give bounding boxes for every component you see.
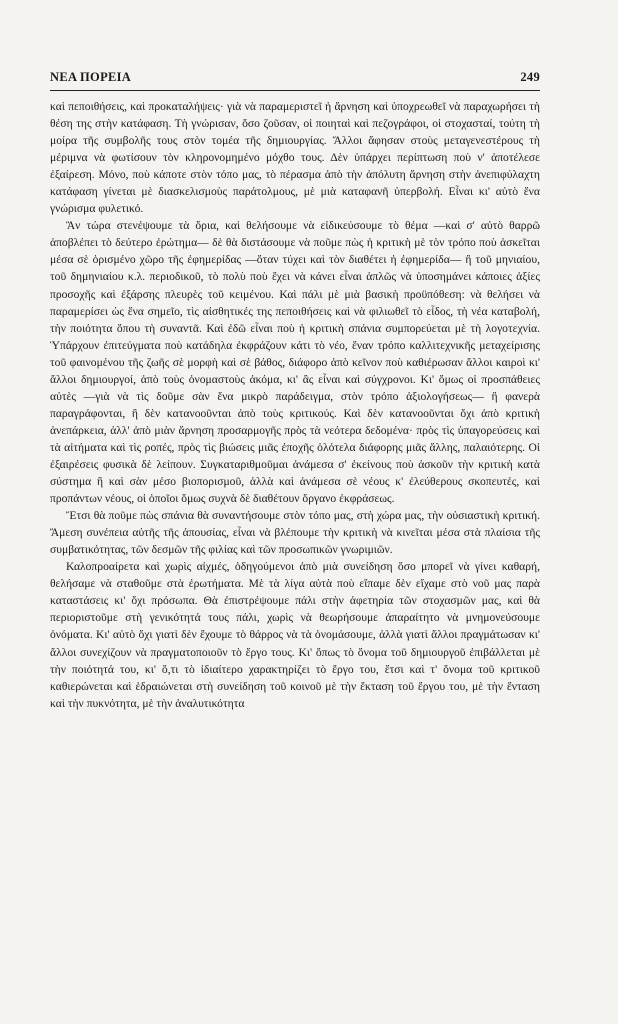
page-number: 249	[520, 70, 540, 84]
paragraph-3: Ἔτσι θὰ ποῦμε πὼς σπάνια θὰ συναντήσουμε στὸν τόπο μας, στὴ χώρα μας, τὴν οὐσιαστικὴ κριτική. Ἄμεση συνέπεια αὐτῆς τῆς ἀπουσίας, εἶναι νὰ βλέπουμε τὴν κριτικὴ νὰ κινεῖται μέσα στὰ πλαίσια τῆς συμβατικότητας, τῶν δεσμῶν τῆς φιλίας καὶ τῶν προσωπικῶν γνωριμιῶν.	[50, 509, 540, 557]
journal-title: ΝΕΑ ΠΟΡΕΙΑ	[50, 70, 132, 84]
article-body	[50, 98, 540, 712]
paragraph-4: Καλοπροαίρετα καὶ χωρὶς αἰχμές, ὁδηγούμενοι ἀπὸ μιὰ συνείδηση ὅσο μπορεῖ νὰ γίνει καθαρή, θελήσαμε νὰ σταθοῦμε στὰ ἐρωτήματα. Μὲ τὰ λίγα αὐτὰ ποὺ εἴπαμε δὲν εἴχαμε στὸ νοῦ μας παρὰ καταστάσεις κι' ὄχι πρόσωπα. Θὰ ἐπιστρέψουμε πάλι στὴν ἀφετηρία τῶν στοχασμῶν μας, καὶ θὰ περιοριστοῦμε στὴ γενικότητά τους πάλι, χωρὶς νὰ θεωρήσουμε ἀπαραίτητο νὰ μνημονεύσουμε ὀνόματα. Κι' αὐτὸ ὄχι γιατὶ δὲν ἔχουμε τὸ θάρρος νὰ τὰ ὀνομάσουμε, ἀλλὰ γιατὶ ἄλλοι πραγμάτωσαν κι' ἄλλοι συνεχίζουν νὰ πραγματοποιοῦν τὸ ἔργο τους. Κι' ὅπως τὸ ὄνομα τοῦ δημιουργοῦ ἐπιβάλλεται μὲ τὴν ποιότητά του, κι' ὅ,τι τὸ ἰδιαίτερο χαρακτηρίζει τὸ ἔργο του, ἔτσι καὶ τ' ὄνομα τοῦ κριτικοῦ καθιερώνεται καὶ ἑδραιώνεται στὴ συνείδηση τοῦ κοινοῦ μὲ τὴν ἔκταση τοῦ ἔργου του, μὲ τὴν ἔνταση καὶ τὴν πυκνότητα, μὲ τὴν ἀναλυτικότητα	[50, 560, 540, 710]
paragraph-2: Ἂν τώρα στενέψουμε τὰ ὅρια, καὶ θελήσουμε νὰ εἰδικεύσουμε τὸ θέμα —καὶ σ' αὐτὸ θαρρῶ ἀποβλέπει τὸ δεύτερο ἐρώτημα— δὲ θὰ διστάσουμε νὰ ποῦμε πὼς ἡ κριτικὴ μὲ τὸν τρόπο ποὺ ἀσκεῖται μέσα σὲ ὁρισμένο χῶρο τῆς ἐφημερίδας —ὅταν τύχει καὶ τὸν διαθέτει ἡ ἐφημερίδα— ἢ τοῦ μηνιαίου, τοῦ δημηνιαίου κ.λ. περιοδικοῦ, τὸ πολὺ ποὺ ἔχει νὰ κάνει εἶναι ἁπλῶς νὰ ὑποσημάνει κάποιες ἀξίες προσοχῆς καὶ ἐξάρσης πλευρὲς τοῦ κειμένου. Καὶ πάλι μὲ μιὰ βασικὴ προϋπόθεση: νὰ θελήσει νὰ παραμερίσει ὡς ἕνα σημεῖο, τὶς αἰσθητικές της πεποιθήσεις καὶ νὰ φιλιωθεῖ τὸ εἶδος, τὴ νέα καταβολή, τὴν ποιότητα ὅπου τὴ συναντᾶ. Καὶ ἐδῶ εἶναι ποὺ ἡ κριτικὴ σπάνια συμπορεύεται μὲ τὴ λογοτεχνία. Ὑπάρχουν ἐπιτεύγματα ποὺ κατάδηλα ἐκφράζουν κάτι τὸ νέο, ἕναν τρόπο καλλιτεχνικῆς μεταχείρισης τοῦ φαινομένου τῆς ζωῆς σὲ μορφὴ καὶ σὲ βάθος, διάφορο ἀπὸ κεῖνον ποὺ καθιέρωσαν ἄλλοι καιροὶ κι' ἄλλοι δημιουργοί, ἀπὸ τοὺς ὀνομαστοὺς ἀκόμα, κι' ἂς εἶναι καὶ σύγχρονοι. Κι' ὅμως οἱ προσπάθειες αὐτὲς —γιὰ νὰ τὶς δοῦμε σὰν ἕνα μικρὸ παράδειγμα, στὸν τρόπο ἀξιολογήσεως— ἢ φανερὰ παραγράφονται, ἢ δὲν κατανοοῦνται ἀπὸ τοὺς κριτικούς. Καὶ δὲν κατανοοῦνται ὄχι ἀπὸ κριτικὴ ἀνεπάρκεια, ἀλλ' ἀπὸ μιὰν ἄρνηση προσαρμογῆς πρὸς τὰ νεότερα δεδομένα· πρὸς τὶς ὑπαγορεύσεις καὶ τὰ αἰτήματα καὶ τὶς ροπές, πρὸς τὶς βιώσεις μιᾶς ἐποχῆς ὁλότελα διάφορης μιᾶς ἄλλης, παλαιότερης. Οἱ ἐξαιρέσεις φυσικὰ δὲ λείπουν. Συγκαταριθμοῦμαι ἀνάμεσα σ' ἐκείνους ποὺ ἀσκοῦν τὴν κριτικὴ κατὰ σύστημα ἢ καὶ σὰν μέσο βιοπορισμοῦ, ἀλλὰ καὶ ἀνάμεσα σὲ νέους κ' ἐλεύθερους σκοπευτές, καὶ προπάντων νέους, οἱ ὁποῖοι ὅμως συχνὰ δὲ διαθέτουν ὄργανο ἐκφράσεως.	[50, 219, 540, 506]
header-rule	[50, 90, 540, 91]
running-header	[50, 70, 540, 85]
paragraph-1: καὶ πεποιθήσεις, καὶ προκαταλήψεις· γιὰ νὰ παραμεριστεῖ ἡ ἄρνηση καὶ ὑποχρεωθεῖ νὰ παραχωρήσει τὴ θέση της στὴν κατάφαση. Τὴ γνώρισαν, ὅσο ζοῦσαν, οἱ ποιηταὶ καὶ πεζογράφοι, οἱ στοχασταί, τούτη τὴ μοίρα τῆς συμβολῆς τους στὸν τομέα τῆς δημιουργίας. Ἄλλοι ἄφησαν στοὺς μεταγενεστέρους τὴ μέριμνα νὰ φωτίσουν τὸν κληρονομημένο μόχθο τους. Δὲν ὑπάρχει περίπτωση ποὺ ν' ἀποτέλεσε ἐξαίρεση. Μόνο, ποὺ κάποτε στὸν τόπο μας, τὸ πέρασμα ἀπὸ τὴν ἀπόλυτη ἄρνηση στὴν ἀνεπιφύλαχτη κατάφαση γίνεται μὲ διασκελισμοὺς παράτολμους, μὲ μιὰ καταφανῆ ὑπερβολή. Εἶναι κι' αὐτὸ ἕνα γνώρισμα φυλετικό.	[50, 100, 540, 216]
